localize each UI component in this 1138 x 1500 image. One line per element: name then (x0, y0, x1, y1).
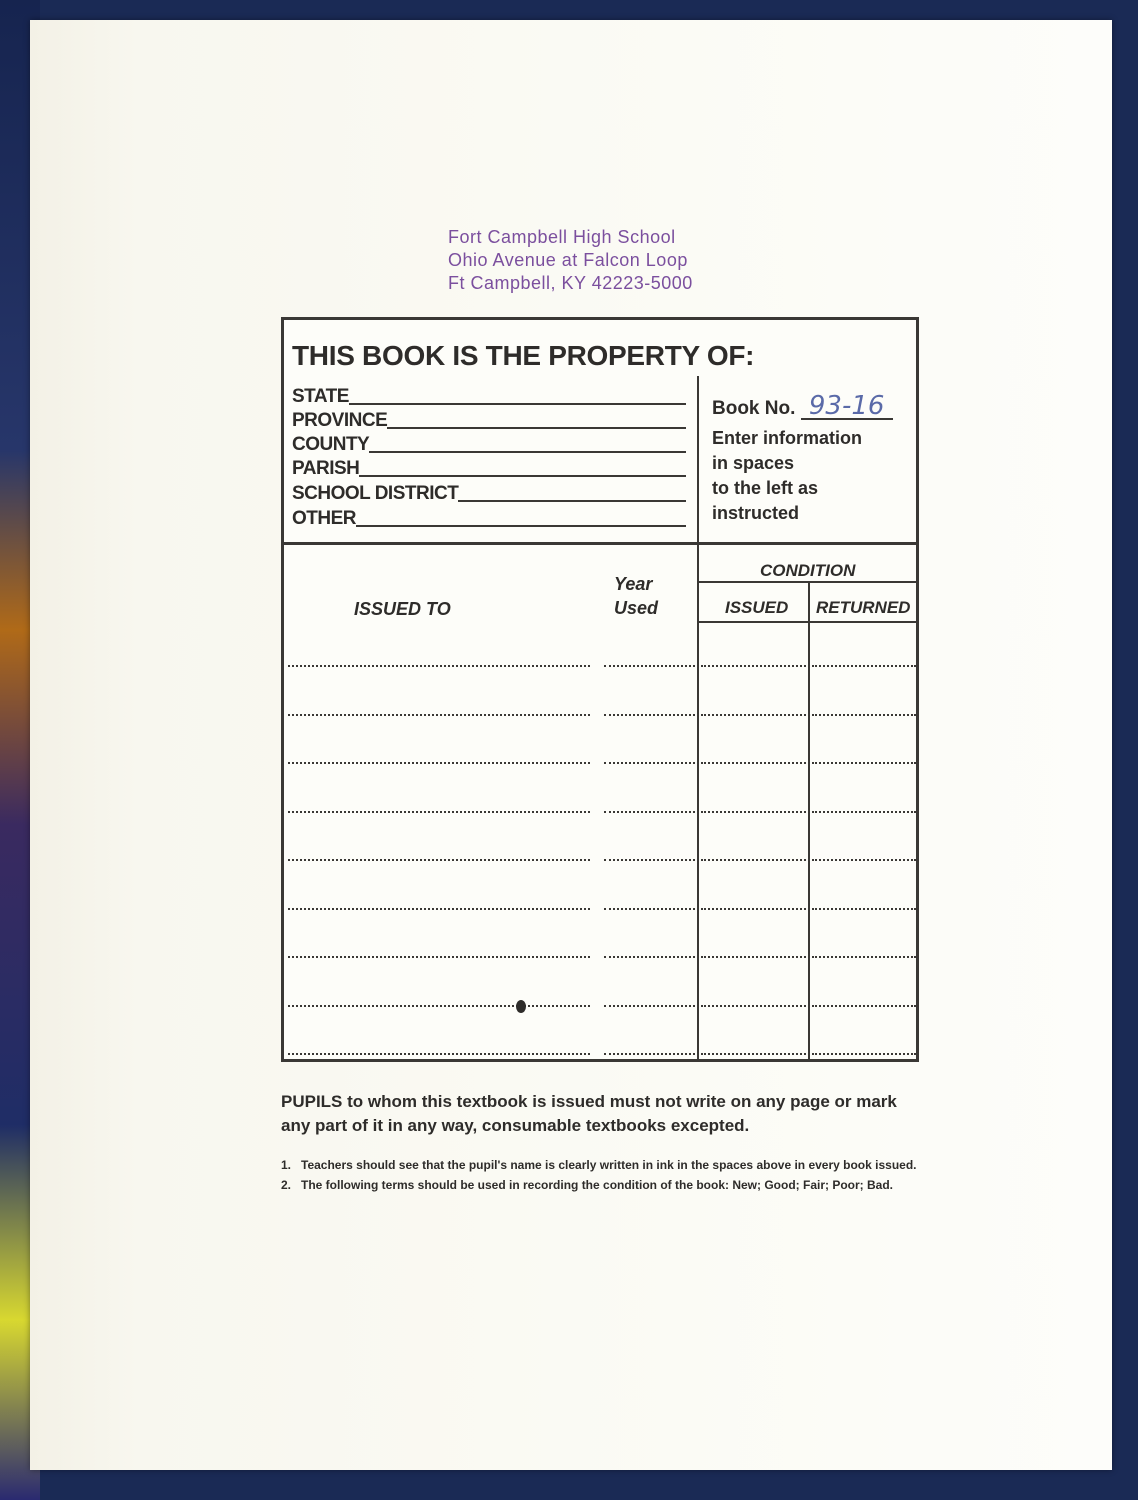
header-year: Year (614, 574, 653, 594)
condition-issued-cell (701, 811, 806, 813)
condition-issued-cell (701, 665, 806, 667)
instructions (712, 426, 862, 526)
field-county-label: COUNTY (292, 434, 370, 455)
field-state (292, 383, 686, 407)
condition-issued-cell (701, 1005, 806, 1007)
condition-returned-cell (812, 1053, 916, 1055)
condition-issued-cell (701, 762, 806, 764)
stamp-line-street: Ohio Avenue at Falcon Loop (448, 250, 688, 270)
issued-to-cell (288, 956, 590, 958)
year-used-cell (604, 811, 695, 813)
field-school-district (292, 480, 686, 504)
condition-returned-cell (812, 956, 916, 958)
condition-returned-cell (812, 859, 916, 861)
year-used-cell (604, 1005, 695, 1007)
note-text: The following terms should be used in recording the condition of the book: New; Good; Fair; Poor; Bad. (301, 1178, 893, 1192)
stamp-line-city: Ft Campbell, KY 42223-5000 (448, 273, 693, 293)
condition-returned-cell (812, 908, 916, 910)
book-number-label: Book No. (712, 398, 796, 419)
field-province (292, 407, 686, 431)
header-condition-returned: RETURNED (816, 598, 911, 617)
condition-issued-cell (701, 714, 806, 716)
field-school-district-label: SCHOOL DISTRICT (292, 483, 459, 504)
field-other-label: OTHER (292, 508, 356, 529)
book-number-value: 93-16 (801, 394, 893, 420)
header-used: Used (614, 598, 659, 618)
condition-issued-cell (701, 859, 806, 861)
year-used-cell (604, 908, 695, 910)
note-number: 1. (281, 1158, 292, 1172)
note-item (281, 1158, 941, 1172)
year-used-cell (604, 859, 695, 861)
issued-to-cell (288, 859, 590, 861)
condition-returned-cell (812, 714, 916, 716)
year-used-cell (604, 665, 695, 667)
issued-to-cell (288, 1053, 590, 1055)
book-property-card (281, 317, 919, 1062)
issued-to-cell (288, 714, 590, 716)
note-item (281, 1178, 941, 1192)
instruction-line: in spaces (712, 453, 795, 473)
year-used-cell (604, 714, 695, 716)
field-parish (292, 455, 686, 479)
pen-mark (516, 1000, 526, 1013)
header-issued-to: ISSUED TO (354, 599, 451, 619)
condition-returned-cell (812, 762, 916, 764)
condition-header-rule (699, 581, 916, 583)
condition-returned-cell (812, 665, 916, 667)
field-county (292, 431, 686, 455)
header-condition: CONDITION (760, 561, 856, 580)
pupil-notice: PUPILS to whom this textbook is issued must not write on any page or mark any part of it in any way, consumable textbooks excepted. (281, 1092, 897, 1135)
note-text: Teachers should see that the pupil's name is clearly written in ink in the spaces above in every book issued. (301, 1158, 917, 1172)
field-other (292, 505, 686, 529)
issued-to-cell (288, 908, 590, 910)
instruction-line: instructed (712, 503, 800, 523)
stamp-line-school: Fort Campbell High School (448, 227, 676, 247)
header-condition-issued: ISSUED (725, 598, 789, 617)
condition-returned-cell (812, 1005, 916, 1007)
instruction-line: to the left as (712, 478, 819, 498)
field-province-label: PROVINCE (292, 410, 388, 431)
issued-to-cell (288, 811, 590, 813)
year-used-cell (604, 956, 695, 958)
issued-to-cell (288, 762, 590, 764)
field-parish-label: PARISH (292, 458, 360, 479)
top-vertical-divider (697, 376, 699, 543)
book-number (712, 391, 893, 421)
field-state-label: STATE (292, 386, 349, 407)
condition-middle-divider (808, 582, 810, 1059)
year-used-cell (604, 762, 695, 764)
card-title: THIS BOOK IS THE PROPERTY OF: (292, 340, 755, 371)
year-used-cell (604, 1053, 695, 1055)
note-number: 2. (281, 1178, 292, 1192)
condition-subheader-rule (699, 621, 916, 623)
condition-returned-cell (812, 811, 916, 813)
teacher-notes (281, 1158, 941, 1198)
condition-issued-cell (701, 908, 806, 910)
issued-to-cell (288, 665, 590, 667)
condition-issued-cell (701, 956, 806, 958)
top-section-bottom-rule (284, 542, 916, 545)
condition-issued-cell (701, 1053, 806, 1055)
instruction-line: Enter information (712, 428, 863, 448)
school-address-stamp (448, 226, 768, 295)
issued-to-cell (288, 1005, 590, 1007)
